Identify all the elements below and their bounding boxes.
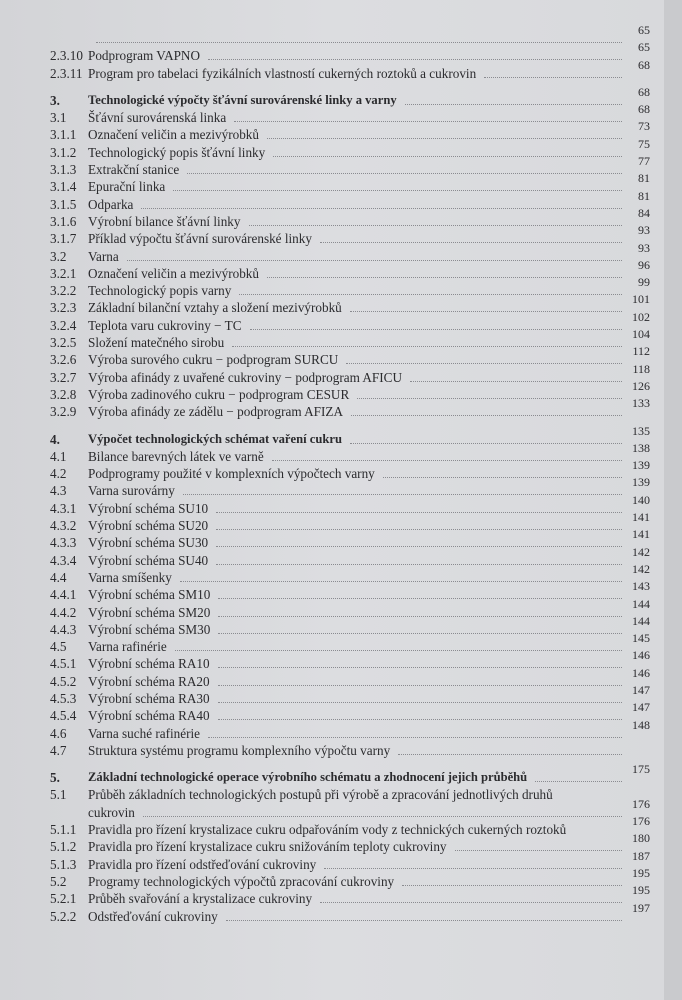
dot-leader bbox=[272, 448, 622, 461]
toc-entry bbox=[50, 57, 650, 82]
section-number: 3.1.6 bbox=[50, 213, 77, 229]
section-title: Varna bbox=[88, 248, 119, 264]
dot-leader bbox=[218, 604, 622, 617]
dot-leader bbox=[187, 161, 622, 174]
dot-leader bbox=[234, 109, 622, 122]
dot-leader bbox=[405, 92, 622, 105]
dot-leader bbox=[350, 431, 622, 444]
dot-leader bbox=[351, 403, 622, 416]
section-title: Epurační linka bbox=[88, 179, 166, 195]
toc-entry bbox=[50, 440, 650, 465]
dot-leader bbox=[267, 265, 622, 278]
section-number: 4.2 bbox=[50, 466, 67, 482]
section-number: 3.2.5 bbox=[50, 335, 77, 351]
dot-leader bbox=[320, 890, 622, 903]
section-number: 3.2.4 bbox=[50, 317, 77, 333]
section-title: Příklad výpočtu šťávní surovárenské linky bbox=[88, 231, 312, 247]
page-number: 148 bbox=[632, 717, 650, 732]
dot-leader bbox=[218, 690, 622, 703]
section-number: 3.1.1 bbox=[50, 127, 77, 143]
page-number: 112 bbox=[632, 344, 650, 359]
section-title: Podprogram VAPNO bbox=[88, 48, 200, 64]
toc-entry bbox=[50, 292, 650, 316]
section-number: 3.1.7 bbox=[50, 231, 77, 247]
page-number: 138 bbox=[632, 440, 650, 455]
toc-entry bbox=[50, 378, 650, 403]
toc-entry bbox=[50, 742, 650, 759]
page-number: 142 bbox=[632, 561, 650, 576]
page-number: 141 bbox=[632, 510, 650, 525]
dot-leader bbox=[574, 821, 622, 833]
page-edge bbox=[664, 0, 682, 1000]
page-number: 145 bbox=[632, 631, 650, 646]
toc-chapter bbox=[50, 423, 650, 448]
section-title: Výrobní schéma SU30 bbox=[88, 535, 209, 551]
section-title: Struktura systému programu komplexního výpočtu varny bbox=[88, 742, 391, 758]
section-number: 4.3.3 bbox=[50, 535, 77, 551]
page-number: 104 bbox=[632, 327, 650, 342]
page-number: 147 bbox=[632, 700, 650, 715]
dot-leader bbox=[218, 655, 622, 668]
section-title: Technologické výpočty šťávní surovárenské linky a varny bbox=[88, 92, 397, 107]
section-title: Teplota varu cukroviny − TC bbox=[88, 317, 242, 333]
section-title: Pravidla pro řízení odstřeďování cukroviny bbox=[88, 856, 317, 872]
section-number: 5.1.2 bbox=[50, 839, 77, 855]
page-number: 180 bbox=[632, 831, 650, 846]
section-title: Varna smíšenky bbox=[88, 569, 172, 585]
section-title: Bilance barevných látek ve varně bbox=[88, 448, 264, 464]
dot-leader bbox=[143, 804, 622, 817]
toc-entry bbox=[50, 223, 650, 247]
section-number: 3.2.1 bbox=[50, 265, 77, 281]
page-number: 176 bbox=[632, 814, 650, 829]
toc-entry bbox=[50, 544, 650, 569]
section-number: 5. bbox=[50, 770, 60, 786]
section-number: 3.2.9 bbox=[50, 404, 77, 420]
section-number: 5.2.1 bbox=[50, 891, 77, 907]
toc-entry bbox=[50, 717, 650, 742]
section-title: Varna surovárny bbox=[88, 483, 175, 499]
page-number: 102 bbox=[632, 309, 650, 324]
section-title: Varna rafinérie bbox=[88, 639, 167, 655]
page-number: 81 bbox=[638, 171, 650, 186]
section-number: 3.2.6 bbox=[50, 352, 77, 368]
section-title: Pravidla pro řízení krystalizace cukru snižováním teploty cukroviny bbox=[88, 839, 447, 855]
section-number: 4.5 bbox=[50, 639, 67, 655]
section-title: Výrobní schéma RA20 bbox=[88, 673, 210, 689]
dot-leader bbox=[96, 30, 622, 43]
toc-entry bbox=[50, 136, 650, 161]
dot-leader bbox=[249, 213, 623, 226]
section-number: 4.5.1 bbox=[50, 656, 77, 672]
dot-leader bbox=[232, 334, 622, 347]
toc-entry bbox=[50, 102, 650, 126]
toc-entry bbox=[50, 848, 650, 873]
section-title: Průběh základních technologických postupů při výrobě a zpracování jednotlivých druhů bbox=[88, 787, 553, 803]
toc-entry bbox=[50, 700, 650, 724]
page-number: 187 bbox=[632, 848, 650, 863]
toc-entry bbox=[50, 814, 650, 838]
toc-entry bbox=[50, 682, 650, 707]
section-title: Výrobní schéma SU10 bbox=[88, 500, 209, 516]
section-number: 4.5.3 bbox=[50, 690, 77, 706]
section-number: 3.1 bbox=[50, 110, 67, 126]
toc-entry bbox=[50, 327, 650, 351]
toc-entry bbox=[50, 579, 650, 603]
page-number: 99 bbox=[638, 275, 650, 290]
section-number: 4.3.2 bbox=[50, 518, 77, 534]
page-number: 146 bbox=[632, 648, 650, 663]
page-number: 93 bbox=[638, 223, 650, 238]
section-title: Výrobní schéma RA10 bbox=[88, 656, 210, 672]
section-title: Podprogramy použité v komplexních výpočtech varny bbox=[88, 466, 375, 482]
table-of-contents bbox=[50, 23, 650, 925]
page-number: 126 bbox=[632, 378, 650, 393]
toc-entry bbox=[50, 900, 650, 925]
dot-leader bbox=[216, 500, 622, 513]
page-number: 146 bbox=[632, 665, 650, 680]
toc-entry bbox=[50, 786, 650, 803]
section-title: Technologický popis šťávní linky bbox=[88, 144, 266, 160]
dot-leader bbox=[216, 534, 622, 547]
section-title: Výrobní bilance šťávní linky bbox=[88, 213, 241, 229]
dot-leader bbox=[535, 769, 622, 782]
page-number: 175 bbox=[632, 762, 650, 777]
section-title: Výrobní schéma SU20 bbox=[88, 518, 209, 534]
page-number: 195 bbox=[632, 883, 650, 898]
toc-entry bbox=[50, 275, 650, 299]
section-title: Výrobní schéma RA30 bbox=[88, 690, 210, 706]
section-title: Označení veličin a mezivýrobků bbox=[88, 265, 259, 281]
section-number: 3.2.2 bbox=[50, 283, 77, 299]
page-number: 142 bbox=[632, 544, 650, 559]
section-number: 5.1.1 bbox=[50, 822, 77, 838]
page-number: 197 bbox=[632, 900, 650, 915]
page-number: 176 bbox=[632, 796, 650, 811]
page-number: 118 bbox=[632, 361, 650, 376]
dot-leader bbox=[208, 725, 622, 738]
section-title: Výroba surového cukru − podprogram SURCU bbox=[88, 352, 339, 368]
toc-entry bbox=[50, 475, 650, 499]
toc-entry bbox=[50, 309, 650, 334]
section-title: Výrobní schéma SM10 bbox=[88, 587, 211, 603]
section-number: 4.5.4 bbox=[50, 708, 77, 724]
page-number: 75 bbox=[638, 136, 650, 151]
section-title: Označení veličin a mezivýrobků bbox=[88, 127, 259, 143]
toc-entry bbox=[50, 831, 650, 855]
dot-leader bbox=[402, 873, 622, 886]
section-number: 4.4 bbox=[50, 569, 67, 585]
section-number: 2.3.10 bbox=[50, 48, 83, 64]
dot-leader bbox=[398, 742, 622, 755]
page-number: 147 bbox=[632, 682, 650, 697]
page-number: 139 bbox=[632, 458, 650, 473]
dot-leader bbox=[173, 178, 622, 191]
toc-entry bbox=[50, 561, 650, 586]
dot-leader bbox=[250, 317, 623, 330]
dot-leader bbox=[357, 386, 622, 399]
section-number: 3.1.4 bbox=[50, 179, 77, 195]
section-number: 4.3.4 bbox=[50, 552, 77, 568]
dot-leader bbox=[273, 144, 622, 157]
section-title: Výrobní schéma SM30 bbox=[88, 621, 211, 637]
section-title: Výrobní schéma SM20 bbox=[88, 604, 211, 620]
toc-chapter bbox=[50, 84, 650, 109]
section-number: 4.6 bbox=[50, 725, 67, 741]
page-number: 77 bbox=[638, 154, 650, 169]
page-number: 81 bbox=[638, 188, 650, 203]
dot-leader bbox=[141, 196, 622, 209]
page-number: 195 bbox=[632, 865, 650, 880]
section-number: 4.7 bbox=[50, 742, 67, 758]
toc-entry bbox=[50, 171, 650, 195]
toc-entry bbox=[50, 596, 650, 621]
section-title: Odparka bbox=[88, 196, 134, 212]
section-title: Odstřeďování cukroviny bbox=[88, 908, 218, 924]
dot-leader bbox=[226, 908, 622, 921]
section-title bbox=[88, 30, 92, 47]
section-title: Výroba afinády ze zádělu − podprogram AFIZA bbox=[88, 404, 343, 420]
section-number: 5.1.3 bbox=[50, 856, 77, 872]
section-title: Složení matečného sirobu bbox=[88, 335, 225, 351]
section-title: Výroba zadinového cukru − podprogram CESUR bbox=[88, 386, 350, 402]
section-title: Programy technologických výpočtů zpracování cukroviny bbox=[88, 873, 395, 889]
toc-entry bbox=[50, 648, 650, 672]
section-title: Extrakční stanice bbox=[88, 162, 180, 178]
page-number: 93 bbox=[638, 240, 650, 255]
dot-leader bbox=[218, 673, 622, 686]
dot-leader bbox=[383, 465, 622, 478]
section-number: 4.4.1 bbox=[50, 587, 77, 603]
page-number bbox=[626, 734, 650, 751]
section-title: Základní technologické operace výrobního schématu a zhodnocení jejich průběhů bbox=[88, 770, 528, 785]
dot-leader bbox=[561, 786, 622, 798]
toc-entry bbox=[50, 40, 650, 64]
page-number: 101 bbox=[632, 292, 650, 307]
page-number: 65 bbox=[638, 23, 650, 37]
section-title: Varna suché rafinérie bbox=[88, 725, 201, 741]
dot-leader bbox=[239, 282, 622, 295]
dot-leader bbox=[324, 856, 622, 869]
section-number: 3.2 bbox=[50, 248, 67, 264]
toc-entry bbox=[50, 344, 650, 368]
toc-entry bbox=[50, 119, 650, 143]
dot-leader bbox=[346, 351, 622, 364]
section-number: 3.1.5 bbox=[50, 196, 77, 212]
toc-entry bbox=[50, 257, 650, 282]
section-number: 4.4.2 bbox=[50, 604, 77, 620]
page-number: 141 bbox=[632, 527, 650, 542]
section-number bbox=[50, 804, 88, 821]
section-number: 2.3.11 bbox=[50, 65, 83, 81]
dot-leader bbox=[216, 517, 622, 530]
section-number: 4.4.3 bbox=[50, 621, 77, 637]
toc-entry bbox=[50, 361, 650, 386]
toc-entry bbox=[50, 613, 650, 638]
section-title: Šťávní surovárenská linka bbox=[88, 110, 227, 126]
section-number: 5.1 bbox=[50, 787, 67, 803]
page-number: 143 bbox=[632, 579, 650, 594]
page-number bbox=[626, 778, 650, 795]
dot-leader bbox=[180, 569, 622, 582]
toc-entry bbox=[50, 510, 650, 534]
section-title: Pravidla pro řízení krystalizace cukru odpařováním vody z technických cukerných roztoků bbox=[88, 822, 567, 838]
section-number: 4.3 bbox=[50, 483, 67, 499]
section-number: 4.5.2 bbox=[50, 673, 77, 689]
page-number: 73 bbox=[638, 119, 650, 134]
dot-leader bbox=[410, 369, 622, 382]
section-number: 3.2.8 bbox=[50, 386, 77, 402]
section-number: 5.2 bbox=[50, 873, 67, 889]
toc-entry bbox=[50, 205, 650, 230]
dot-leader bbox=[183, 482, 622, 495]
section-number: 3.2.3 bbox=[50, 300, 77, 316]
section-title: Výroba afinády z uvařené cukroviny − podprogram AFICU bbox=[88, 369, 402, 385]
page-number: 139 bbox=[632, 475, 650, 490]
section-number: 5.2.2 bbox=[50, 908, 77, 924]
toc-entry bbox=[50, 188, 650, 213]
dot-leader bbox=[484, 65, 622, 78]
dot-leader bbox=[267, 126, 622, 139]
page-number: 140 bbox=[632, 492, 650, 507]
page-number: 84 bbox=[638, 205, 650, 220]
toc-entry bbox=[50, 527, 650, 551]
page-number: 135 bbox=[632, 423, 650, 438]
toc-entry bbox=[50, 396, 650, 420]
section-title: Technologický popis varny bbox=[88, 283, 232, 299]
dot-leader bbox=[218, 707, 622, 720]
toc-entry bbox=[50, 23, 650, 47]
toc-entry bbox=[50, 883, 650, 907]
page-number: 68 bbox=[638, 102, 650, 117]
dot-leader bbox=[175, 638, 622, 651]
toc-entry bbox=[50, 240, 650, 265]
page-number: 68 bbox=[638, 57, 650, 72]
page-number: 133 bbox=[632, 396, 650, 411]
section-number bbox=[50, 30, 88, 47]
toc-entry bbox=[50, 865, 650, 890]
section-title: Program pro tabelaci fyzikálních vlastností cukerných roztoků a cukrovin bbox=[88, 65, 477, 81]
dot-leader bbox=[216, 552, 622, 565]
section-title: cukrovin bbox=[88, 804, 135, 820]
dot-leader bbox=[218, 621, 622, 634]
toc-chapter bbox=[50, 762, 650, 786]
dot-leader bbox=[218, 586, 622, 599]
dot-leader bbox=[320, 230, 622, 243]
toc-entry bbox=[50, 665, 650, 690]
dot-leader bbox=[208, 47, 622, 60]
section-title: Průběh svařování a krystalizace cukroviny bbox=[88, 891, 313, 907]
page-number: 65 bbox=[638, 40, 650, 55]
dot-leader bbox=[127, 248, 622, 261]
page-number: 144 bbox=[632, 613, 650, 628]
page-number: 96 bbox=[638, 257, 650, 272]
section-title: Výrobní schéma SU40 bbox=[88, 552, 209, 568]
dot-leader bbox=[455, 838, 622, 851]
section-title: Výrobní schéma RA40 bbox=[88, 708, 210, 724]
toc-entry bbox=[50, 631, 650, 655]
toc-entry bbox=[50, 154, 650, 178]
toc-entry bbox=[50, 458, 650, 482]
section-title: Výpočet technologických schémat vaření cukru bbox=[88, 431, 342, 446]
dot-leader bbox=[350, 299, 622, 312]
section-number: 3.2.7 bbox=[50, 369, 77, 385]
section-title: Základní bilanční vztahy a složení mezivýrobků bbox=[88, 300, 342, 316]
section-number: 3.1.3 bbox=[50, 162, 77, 178]
page-number: 144 bbox=[632, 596, 650, 611]
section-number: 4. bbox=[50, 431, 60, 447]
section-number: 4.3.1 bbox=[50, 500, 77, 516]
section-number: 4.1 bbox=[50, 448, 67, 464]
toc-entry bbox=[50, 796, 650, 821]
section-number: 3.1.2 bbox=[50, 144, 77, 160]
toc-entry bbox=[50, 492, 650, 517]
page-number: 68 bbox=[638, 84, 650, 99]
section-number: 3. bbox=[50, 92, 60, 108]
